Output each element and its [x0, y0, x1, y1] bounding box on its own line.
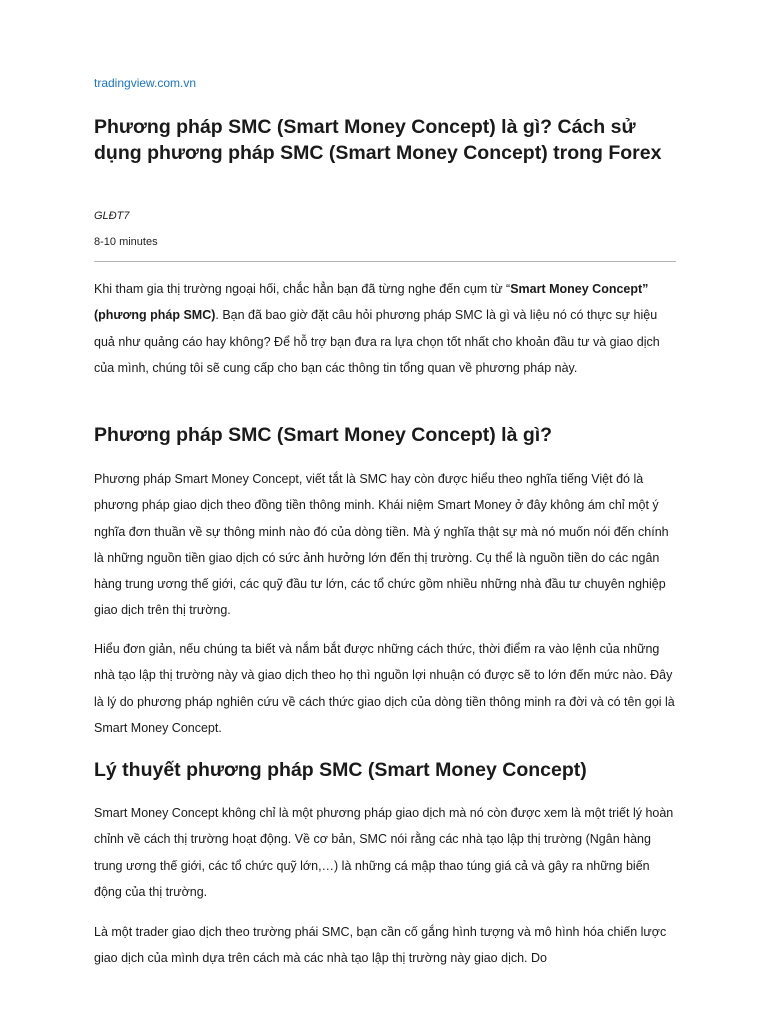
- intro-paragraph: [94, 276, 676, 381]
- article-author: GLĐT7: [94, 210, 130, 222]
- article-title: Phương pháp SMC (Smart Money Concept) là gì? Cách sử dụng phương pháp SMC (Smart Money Concept) trong Forex: [94, 116, 662, 164]
- header-divider: [94, 261, 676, 262]
- source-link[interactable]: tradingview.com.vn: [94, 76, 197, 90]
- section1-paragraph-1: Phương pháp Smart Money Concept, viết tắt là SMC hay còn được hiểu theo nghĩa tiếng Việt đó là phương pháp giao dịch theo đồng tiền thông minh. Khái niệm Smart Money ở đây không ám chỉ một ý nghĩa đơn thuần về sự thông minh nào đó của dòng tiền. Mà ý nghĩa thật sự mà nó muốn nói đến chính là những nguồn tiền giao dịch có sức ảnh hưởng lớn đến thị trường. Cụ thể là nguồn tiền do các ngân hàng trung ương thế giới, các quỹ đầu tư lớn, các tổ chức gồm nhiều những nhà đầu tư chuyên nghiệp giao dịch trên thị trường.: [94, 472, 669, 618]
- intro-bold-term: Smart Money Concept” (phương pháp SMC): [94, 282, 649, 323]
- read-time: 8-10 minutes: [94, 236, 158, 248]
- intro-text-before: Khi tham gia thị trường ngoại hối, chắc hẳn bạn đã từng nghe đến cụm từ “: [94, 282, 511, 296]
- intro-text-after: . Bạn đã bao giờ đặt câu hỏi phương pháp SMC là gì và liệu nó có thực sự hiệu quả như quảng cáo hay không? Để hỗ trợ bạn đưa ra lựa chọn tốt nhất cho khoản đầu tư và giao dịch của mình, chúng tôi sẽ cung cấp cho bạn các thông tin tổng quan về phương pháp này.: [94, 308, 660, 375]
- section1-paragraph-2: Hiểu đơn giản, nếu chúng ta biết và nắm bắt được những cách thức, thời điểm ra vào lệnh của những nhà tạo lập thị trường này và giao dịch theo họ thì nguồn lợi nhuận có được sẽ to lớn đến mức nào. Đây là lý do phương pháp nghiên cứu về cách thức giao dịch của dòng tiền thông minh ra đời và có tên gọi là Smart Money Concept.: [94, 642, 675, 735]
- section2-paragraph-2: Là một trader giao dịch theo trường phái SMC, bạn cần cố gắng hình tượng và mô hình hóa chiến lược giao dịch của mình dựa trên cách mà các nhà tạo lập thị trường này giao dịch. Do: [94, 925, 667, 966]
- section-heading-smc-theory: Lý thuyết phương pháp SMC (Smart Money Concept): [94, 759, 587, 781]
- section-heading-smc-definition: Phương pháp SMC (Smart Money Concept) là gì?: [94, 424, 553, 446]
- section2-paragraph-1: Smart Money Concept không chỉ là một phương pháp giao dịch mà nó còn được xem là một triết lý hoàn chỉnh về cách thị trường hoạt động. Về cơ bản, SMC nói rằng các nhà tạo lập thị trường (Ngân hàng trung ương thế giới, các tổ chức quỹ lớn,…) là những cá mập thao túng giá cả và gây ra những biến động của thị trường.: [94, 806, 674, 899]
